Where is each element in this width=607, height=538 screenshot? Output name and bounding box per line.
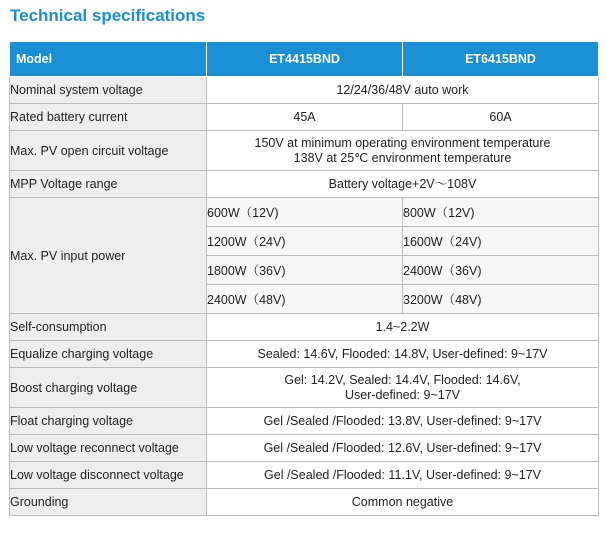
row-value-a: 45A: [207, 104, 403, 131]
row-label: Rated battery current: [10, 104, 207, 131]
row-label: Grounding: [10, 489, 207, 516]
pv-input-a: 2400W（48V): [207, 285, 403, 314]
row-mpp-range: [10, 171, 599, 198]
value-line-2: 138V at 25℃ environment temperature: [293, 150, 512, 165]
row-label: Low voltage disconnect voltage: [10, 462, 207, 489]
row-label: Max. PV open circuit voltage: [10, 131, 207, 171]
header-model-a: ET4415BND: [207, 42, 403, 77]
pv-input-a: 600W（12V): [207, 198, 403, 227]
value-line-1: 150V at minimum operating environment temperature: [254, 135, 551, 150]
row-label: Nominal system voltage: [10, 77, 207, 104]
row-float: [10, 408, 599, 435]
row-value: Sealed: 14.6V, Flooded: 14.8V, User-defined: 9~17V: [207, 341, 599, 368]
header-model: Model: [10, 42, 207, 77]
row-label: Boost charging voltage: [10, 368, 207, 408]
page-title: Technical specifications: [10, 6, 206, 25]
pv-input-b: 1600W（24V): [403, 227, 599, 256]
row-pv-open: [10, 131, 599, 171]
pv-input-a: 1200W（24V): [207, 227, 403, 256]
row-value: [207, 131, 599, 171]
pv-input-a: 1800W（36V): [207, 256, 403, 285]
row-value: Battery voltage+2V～108V: [207, 171, 599, 198]
row-rated-current: [10, 104, 599, 131]
row-lv-reconnect: [10, 435, 599, 462]
row-value: 1.4~2.2W: [207, 314, 599, 341]
row-value: [207, 368, 599, 408]
row-self-consumption: [10, 314, 599, 341]
row-pv-input-1: [10, 198, 599, 227]
spec-table: [9, 41, 599, 516]
row-grounding: [10, 489, 599, 516]
row-value: Common negative: [207, 489, 599, 516]
row-boost: [10, 368, 599, 408]
pv-input-b: 2400W（36V): [403, 256, 599, 285]
row-value-b: 60A: [403, 104, 599, 131]
header-row: [10, 42, 599, 77]
value-line-1: Gel: 14.2V, Sealed: 14.4V, Flooded: 14.6V,: [284, 372, 521, 387]
row-nominal-voltage: [10, 77, 599, 104]
row-value: Gel /Sealed /Flooded: 13.8V, User-defined: 9~17V: [207, 408, 599, 435]
header-model-b: ET6415BND: [403, 42, 599, 77]
row-label: Max. PV input power: [10, 198, 207, 314]
row-label: Self-consumption: [10, 314, 207, 341]
row-lv-disconnect: [10, 462, 599, 489]
row-equalize: [10, 341, 599, 368]
row-value: Gel /Sealed /Flooded: 12.6V, User-defined: 9~17V: [207, 435, 599, 462]
pv-input-b: 3200W（48V): [403, 285, 599, 314]
row-label: MPP Voltage range: [10, 171, 207, 198]
row-label: Float charging voltage: [10, 408, 207, 435]
pv-input-b: 800W（12V): [403, 198, 599, 227]
row-value: Gel /Sealed /Flooded: 11.1V, User-defined: 9~17V: [207, 462, 599, 489]
row-label: Low voltage reconnect voltage: [10, 435, 207, 462]
row-label: Equalize charging voltage: [10, 341, 207, 368]
row-value: 12/24/36/48V auto work: [207, 77, 599, 104]
value-line-2: User-defined: 9~17V: [344, 387, 460, 402]
